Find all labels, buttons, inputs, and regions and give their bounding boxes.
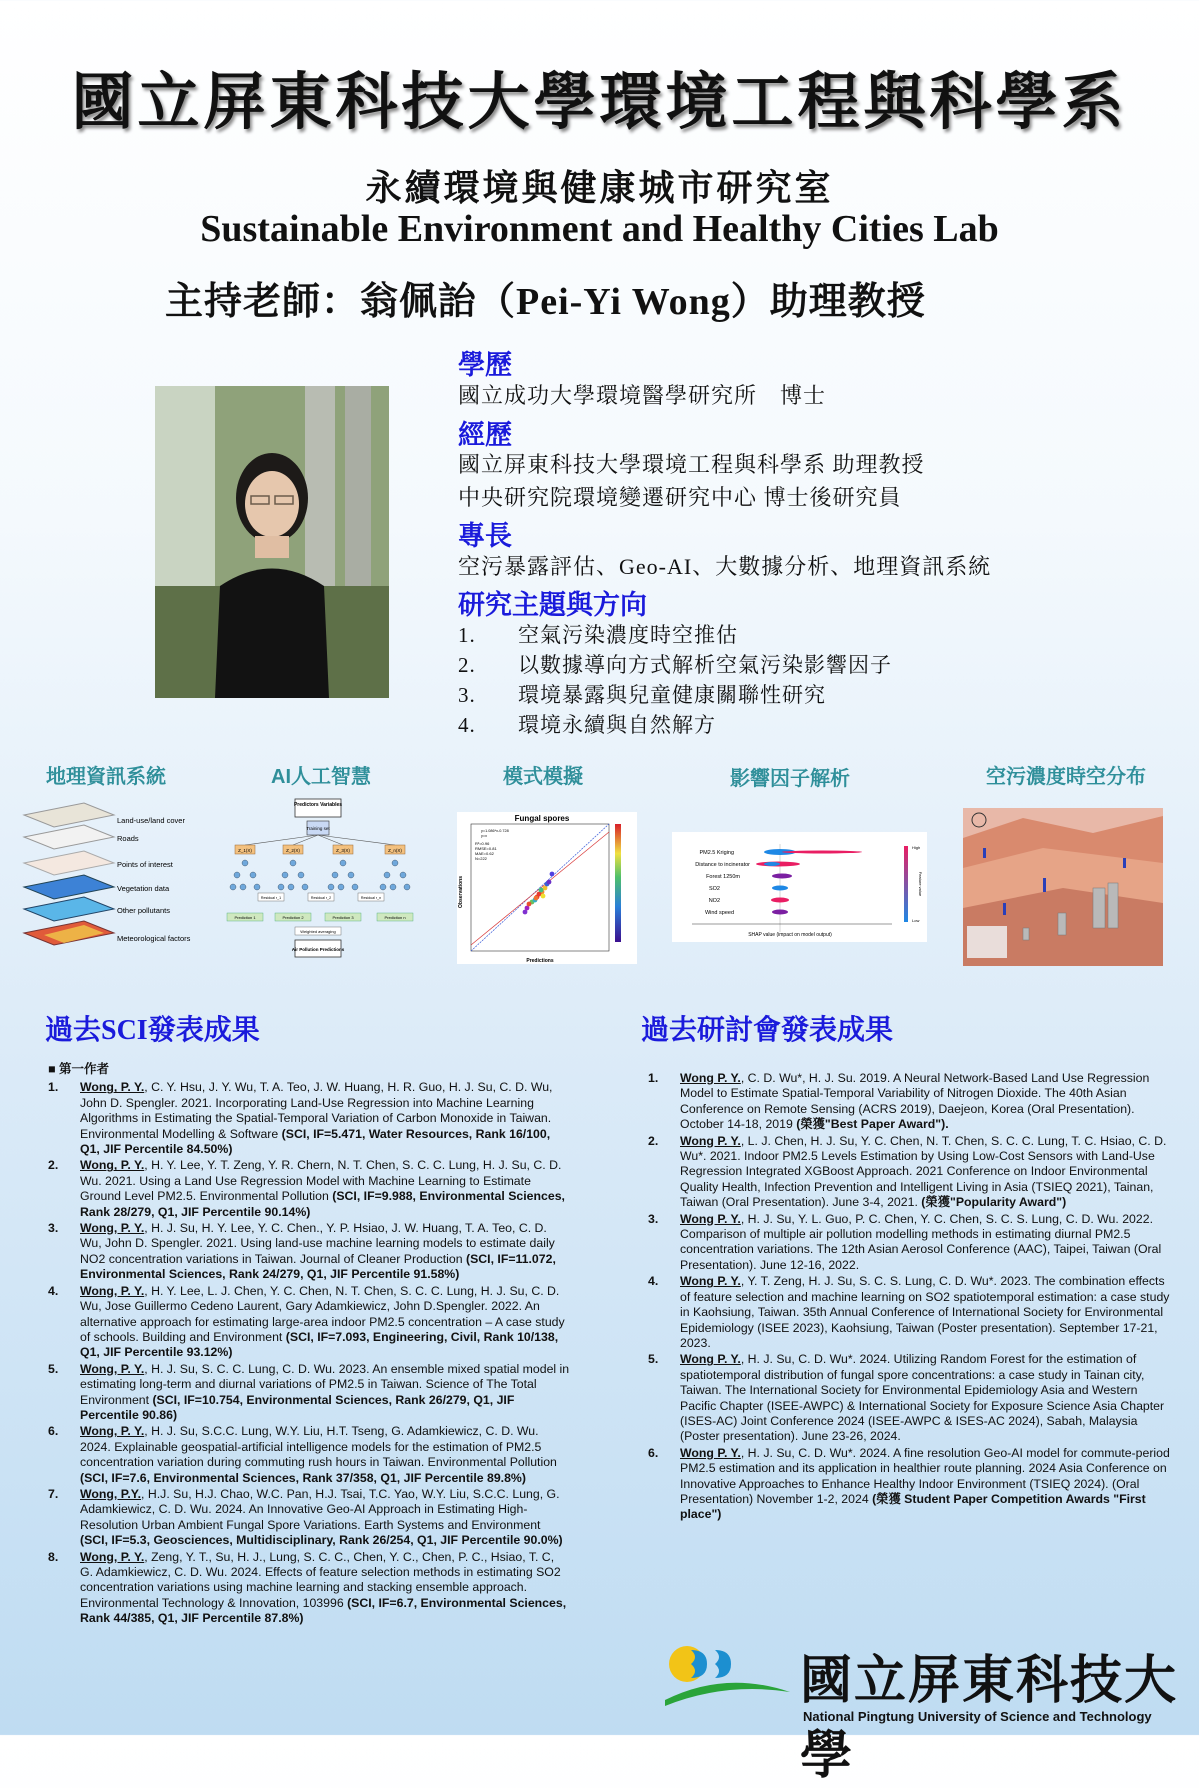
shap-axis-label: Feature value (918, 871, 923, 897)
scatter-xlabel: Predictions (526, 958, 554, 964)
ai-pred-n: Prediction n (384, 915, 406, 920)
conf-item-2: 2. Wong P. Y., L. J. Chen, H. J. Su, Y. C. Chen, N. T. Chen, S. C. C. Lung, T. C. Hsiao, C. D. Wu*. 2021. Indoor PM2.5 Levels Estimation by Using Low-Cost Sensors with Land-Use Regression Integrated XGBoost Approach. 2021 Conference on Indoor Environmental Quality Health, Infection Prevention and Intelligent Living in Asia (TSIEQ 2021), Tainan, Taiwan (Oral Presentation). June 3-4, 2021. (榮獲"Popularity Award") (648, 1133, 1167, 1210)
university-name-en: National Pingtung University of Science and Technology (803, 1709, 1152, 1724)
conference-heading: 過去研討會發表成果 (641, 1015, 894, 1046)
conf-item-3: 3. Wong P. Y., H. J. Su, Y. L. Guo, P. C. Chen, Y. C. Chen, S. C. S. Lung, C. D. Wu. 2022. Comparison of multiple air pollution modelling methods in estimating diurnal PM2.5 concentration variations. The 12th Asian Aerosol Conference (AAC), Taipei, Taiwan (Oral Presentation). June 12-16, 2022. (648, 1211, 1162, 1272)
lab-name-zh: 永續環境與健康城市研究室 (365, 168, 834, 208)
ai-training-box: Training set (306, 826, 330, 831)
sci-item-6: 6. Wong, P. Y., H. J. Su, S.C.C. Lung, W.Y. Liu, H.T. Tseng, G. Adamkiewicz, C. D. Wu. 2024. Explainable geospatial-artificial intelligence models for the estimation of PM2.5 concentration variation during commuting rush hours in Taiwan. Environmental Pollution (SCI, IF=7.6, Environmental Sciences, Rank 37/358, Q1, JIF Percentile 89.8%) (48, 1424, 557, 1485)
gis-layer-3: Points of interest (117, 860, 173, 869)
research-item-1: 1. 空氣污染濃度時空推估 (458, 623, 738, 647)
sci-item-8: 8. Wong, P. Y., Zeng, Y. T., Su, H. J., Lung, S. C. C., Chen, Y. C., Chen, P. C., Hsiao, T. C, G. Adamkiewicz, C. D. Wu. 2024. Effects of feature selection methods in estimating SO2 concentration variations using machine learning and stacking ensemble approach. Environmental Technology & Innovation, 103996 (SCI, IF=6.7, Environmental Sciences, Rank 44/385, Q1, JIF Percentile 87.8%) (48, 1549, 567, 1626)
research-item-2: 2. 以數據導向方式解析空氣污染影響因子 (458, 653, 892, 677)
experience-heading: 經歷 (458, 420, 512, 450)
scatter-title: Fungal spores (514, 814, 570, 823)
sci-item-7: 7. Wong, P.Y., H.J. Su, H.J. Chao, W.C. Pan, H.J. Tsai, T.C. Yao, W.Y. Liu, S.C.C. Lung, G. Adamkiewicz, C. D. Wu. 2024. An Innovative Geo-AI Approach in Estimating High-Resolution Urban Ambient Fungal Spore Variations. Earth Systems and Environment (SCI, IF=5.3, Geosciences, Multidisciplinary, Rank 26/254, Q1, JIF Percentile 90.0%) (48, 1486, 563, 1548)
shap-feature-4: SO2 (708, 886, 720, 892)
gis-layer-2: Roads (117, 834, 139, 843)
ai-pred-2: Prediction 2 (282, 915, 304, 920)
shap-feature-1: PM2.5 Kriging (699, 850, 734, 856)
sci-list (48, 1062, 570, 1628)
conf-item-1: 1. Wong P. Y., C. D. Wu*, H. J. Su. 2019. A Neural Network-Based Land Use Regression Model to Estimate Spatial-Temporal Variability of Nitrogen Dioxide. The 40th Asian Conference on Remote Sensing (ACRS 2019), Daejeon, Korea (Oral Presentation). October 14-18, 2019 (榮獲"Best Paper Award"). (648, 1071, 1150, 1132)
scatter-fit: y=1.086*x-0.728 (481, 829, 509, 833)
first-author-label: ■ 第一作者 (48, 1062, 110, 1076)
ai-output: Air Pollution Predictions (291, 947, 345, 952)
ai-tree-3: Z_3(X) (336, 848, 350, 853)
research-item-4: 4. 環境永續與自然解方 (458, 713, 716, 737)
ai-residual-n: Residual r_n (360, 896, 382, 900)
scatter-n: N=222 (475, 856, 487, 861)
gis-layers-figure (14, 795, 209, 955)
conf-item-6: 6. Wong P. Y., H. J. Su, C. D. Wu*. 2024. A fine resolution Geo-AI model for commute-period PM2.5 estimation and its application in healthier route planning. 2024 Asia Conference on Innovative Approaches to Enhance Healthy Indoor Environment (TSIEQ 2024). (Oral Presentation) November 1-2, 2024 (榮獲 Student Paper Competition Awards "First place") (648, 1445, 1170, 1522)
ai-tree-2: Z_2(X) (286, 848, 300, 853)
shap-figure (672, 832, 927, 942)
ai-residual-2: Residual r_2 (310, 896, 332, 900)
scatter-ylabel: Observations (458, 876, 464, 908)
ai-residual-1: Residual r_1 (260, 896, 282, 900)
pi-line: 主持老師：翁佩詒（Pei-Yi Wong）助理教授 (165, 281, 926, 323)
sci-item-3: 3. Wong, P. Y., H. J. Su, H. Y. Lee, Y. C. Chen., Y. P. Hsiao, J. W. Huang, T. A. Teo, C. D. Wu, John D. Spengler. 2021. Using land-use machine learning models to estimate daily NO2 concentration variations in Taiwan. Journal of Cleaner Production (SCI, IF=11.072, Environmental Sciences, Rank 24/279, Q1, JIF Percentile 91.58%) (48, 1221, 556, 1282)
ai-pred-1: Prediction 1 (234, 915, 256, 920)
department-title: 國立屏東科技大學環境工程與科學系 (71, 69, 1128, 137)
conf-item-4: 4. Wong P. Y., Y. T. Zeng, H. J. Su, S. C. S. Lung, C. D. Wu*. 2023. The combination effects of feature selection and machine learning on SO2 spatiotemporal estimation: a case study in Kaohsiung, Taiwan. 35th Annual Conference of International Society for Environmental Epidemiology (ISEE 2023), Kaohsiung, Taiwan (Poster presentation). September 17-21, 2023. (648, 1274, 1170, 1350)
experience-text-2: 中央研究院環境變遷研究中心 博士後研究員 (458, 485, 902, 510)
ai-tree-1: Z_1(X) (238, 848, 252, 853)
sci-item-5: 5. Wong, P. Y., H. J. Su, S. C. C. Lung, C. D. Wu. 2023. An ensemble mixed spatial model in estimating long-term and diurnal variations of PM2.5 in Taiwan. Science of The Total Environment (SCI, IF=10.754, Environmental Sciences, Rank 26/279, Q1, JIF Percentile 90.86) (48, 1361, 570, 1422)
shap-xlabel: SHAP value (impact on model output) (748, 932, 832, 938)
shap-feature-5: NO2 (708, 898, 720, 904)
figure-label-spatial: 空污濃度時空分布 (986, 766, 1146, 788)
sci-item-4: 4. Wong, P. Y., H. Y. Lee, L. J. Chen, Y. C. Chen, N. T. Chen, S. C. C. Lung, H. J. Su, C. D. Wu, Jose Guillermo Cedeno Laurent, Gary Adamkiewicz, John D.Spengler. 2022. An alternative approach for estimating large-area indoor PM2.5 concentration – A case study of schools. Building and Environment (SCI, IF=7.093, Engineering, Civil, Rank 10/138, Q1, JIF Percentile 93.12%) (48, 1283, 565, 1360)
research-item-3: 3. 環境暴露與兒童健康關聯性研究 (458, 683, 826, 707)
expertise-heading: 專長 (458, 521, 512, 551)
university-logo-icon (655, 1630, 795, 1715)
pi-photo (155, 386, 389, 698)
shap-feature-6: Wind speed (704, 910, 734, 916)
expertise-text: 空污暴露評估、Geo-AI、大數據分析、地理資訊系統 (458, 554, 992, 579)
conf-item-5: 5. Wong P. Y., H. J. Su, C. D. Wu*. 2024. Utilizing Random Forest for the estimation of spatiotemporal distribution of fungal spore concentrations: a case study in Tainan city, Taiwan. The International Society for Environmental Epidemiology Asia and Western Pacific Chapter (ISEE-AWPC) & International Society for Exposure Science Asia Chapter (ISES-AC) Joint Conference 2024 (ISEE-AWPC & ISES-AC 2024), Sabah, Malaysia (Poster presentation). June 23-26, 2024. (648, 1352, 1165, 1444)
ai-ensemble: Weighted averaging (300, 929, 336, 934)
sci-item-2: 2. Wong, P. Y., H. Y. Lee, Y. T. Zeng, Y. R. Chern, N. T. Chen, S. C. C. Lung, H. J. Su, C. D. Wu. 2021. Using a Land Use Regression Model with Machine Learning to Estimate Ground Level PM2.5. Environmental Pollution (SCI, IF=9.988, Environmental Sciences, Rank 28/279, Q1, JIF Percentile 90.14%) (48, 1158, 565, 1219)
figure-label-gis: 地理資訊系統 (46, 766, 166, 788)
shap-feature-3: Forest 1250m (706, 874, 740, 880)
gis-layer-6: Meteorological factors (117, 934, 191, 943)
scatter-identity: y=x (481, 834, 488, 838)
experience-text-1: 國立屏東科技大學環境工程與科學系 助理教授 (458, 452, 925, 477)
ai-diagram-figure (225, 797, 420, 959)
ai-pred-3: Prediction 3 (332, 915, 354, 920)
sci-heading: 過去SCI發表成果 (45, 1015, 260, 1046)
lab-name-en: Sustainable Environment and Healthy Cities Lab (200, 208, 999, 250)
scatter-r2: R²=0.96 (475, 841, 490, 846)
spatial-map-figure (963, 808, 1163, 966)
research-heading: 研究主題與方向 (458, 590, 647, 620)
scatter-rmse: RMSE=0.81 (475, 846, 497, 851)
ai-top-box: Predictors Variables (293, 802, 343, 808)
model-scatter-figure (457, 812, 637, 964)
figure-label-ai: AI人工智慧 (271, 766, 371, 788)
shap-low: Low (912, 918, 920, 923)
ai-tree-n: Z_n(X) (388, 848, 402, 853)
gis-layer-4: Vegetation data (117, 884, 170, 893)
portrait-image (155, 386, 389, 698)
education-text: 國立成功大學環境醫學研究所 博士 (458, 383, 827, 408)
gis-layer-1: Land-use/land cover (117, 816, 185, 825)
figure-label-factor: 影響因子解析 (730, 768, 850, 790)
shap-high: High (912, 845, 921, 850)
education-heading: 學歷 (458, 350, 512, 380)
sci-item-1: 1. Wong, P. Y., C. Y. Hsu, J. Y. Wu, T. A. Teo, J. W. Huang, H. R. Guo, H. J. Su, C. D. Wu, John D. Spengler. 2021. Incorporating Land-Use Regression into Machine Learning Algorithms in Estimating the Spatial-Temporal Variation of Carbon Monoxide in Taiwan. Environmental Modelling & Software (SCI, IF=5.471, Water Resources, Rank 16/100, Q1, JIF Percentile 84.50%) (48, 1080, 553, 1157)
shap-feature-2: Distance to incinerator (695, 862, 750, 868)
figure-label-model: 模式模擬 (503, 766, 583, 788)
gis-layer-5: Other pollutants (117, 906, 170, 915)
scatter-mae: MAE=0.62 (475, 851, 494, 856)
university-name-zh: 國立屏東科技大學 (800, 1653, 1179, 1785)
conference-list (648, 1071, 1170, 1524)
